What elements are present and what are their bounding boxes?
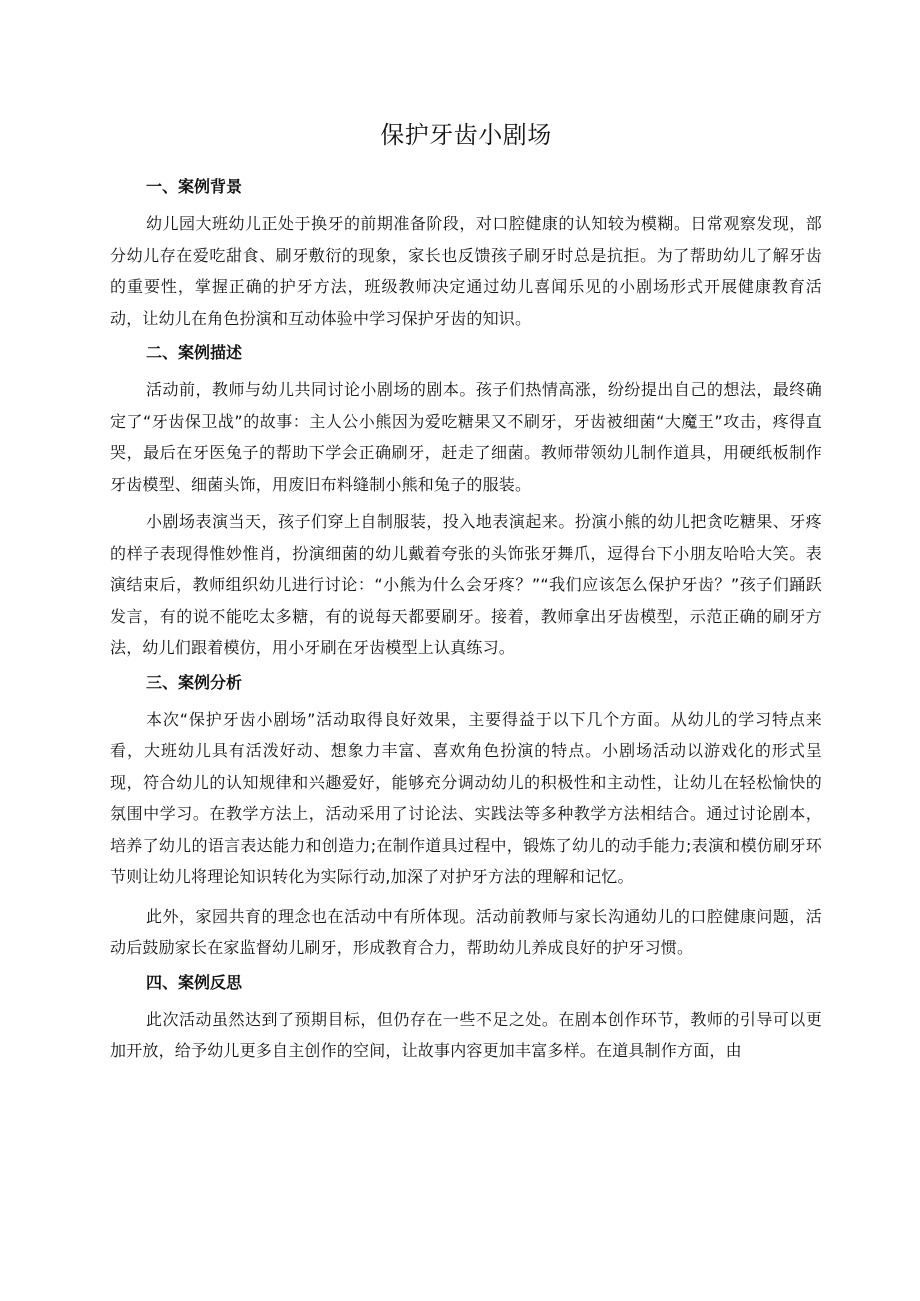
section-heading: 四、案例反思: [146, 972, 243, 992]
section-description: [110, 340, 822, 664]
section-reflection: [110, 970, 822, 1067]
section-heading: 一、案例背景: [146, 177, 243, 196]
section-analysis: [110, 670, 822, 964]
paragraph: 此外，家园共育的理念也在活动中有所体现。活动前教师与家长沟通幼儿的口腔健康问题，活动后鼓励家长在家监督幼儿刷牙，形成教育合力，帮助幼儿养成良好的护牙习惯。: [110, 906, 822, 957]
paragraph: 本次“保护牙齿小剧场”活动取得良好效果，主要得益于以下几个方面。从幼儿的学习特点来看，大班幼儿具有活泼好动、想象力丰富、喜欢角色扮演的特点。小剧场活动以游戏化的形式呈现，符合幼儿的认知规律和兴趣爱好，能够充分调动幼儿的积极性和主动性，让幼儿在轻松愉快的氛围中学习。在教学方法上，活动采用了讨论法、实践法等多种教学方法相结合。通过讨论剧本，培养了幼儿的语言表达能力和创造力;在制作道具过程中，锻炼了幼儿的动手能力;表演和模仿刷牙环节则让幼儿将理论知识转化为实际行动,加深了对护牙方法的理解和记忆。: [110, 709, 822, 886]
document-page: [110, 118, 822, 1073]
document-title: 保护牙齿小剧场: [380, 121, 552, 149]
section-heading: 三、案例分析: [146, 672, 243, 692]
paragraph: 幼儿园大班幼儿正处于换牙的前期准备阶段，对口腔健康的认知较为模糊。日常观察发现，部分幼儿存在爱吃甜食、刷牙敷衍的现象，家长也反馈孩子刷牙时总是抗拒。为了帮助幼儿了解牙齿的重要性，掌握正确的护牙方法，班级教师决定通过幼儿喜闻乐见的小剧场形式开展健康教育活动，让幼儿在角色扮演和互动体验中学习保护牙齿的知识。: [110, 214, 822, 328]
paragraph: 活动前，教师与幼儿共同讨论小剧场的剧本。孩子们热情高涨，纷纷提出自己的想法，最终确定了“牙齿保卫战”的故事：主人公小熊因为爱吃糖果又不刷牙，牙齿被细菌“大魔王”攻击，疼得直哭，最后在牙医兔子的帮助下学会正确刷牙，赶走了细菌。教师带领幼儿制作道具，用硬纸板制作牙齿模型、细菌头饰，用废旧布料缝制小熊和兔子的服装。: [110, 380, 822, 494]
section-background: [110, 174, 822, 334]
paragraph: 此次活动虽然达到了预期目标，但仍存在一些不足之处。在剧本创作环节，教师的引导可以更加开放，给予幼儿更多自主创作的空间，让故事内容更加丰富多样。在道具制作方面，由: [110, 1009, 822, 1060]
section-heading: 二、案例描述: [146, 343, 243, 362]
paragraph: 小剧场表演当天，孩子们穿上自制服装，投入地表演起来。扮演小熊的幼儿把贪吃糖果、牙疼的样子表现得惟妙惟肖，扮演细菌的幼儿戴着夸张的头饰张牙舞爪，逗得台下小朋友哈哈大笑。表演结束后，教师组织幼儿进行讨论：“小熊为什么会牙疼？”“我们应该怎么保护牙齿？”孩子们踊跃发言，有的说不能吃太多糖，有的说每天都要刷牙。接着，教师拿出牙齿模型，示范正确的刷牙方法，幼儿们跟着模仿，用小牙刷在牙齿模型上认真练习。: [110, 512, 822, 657]
